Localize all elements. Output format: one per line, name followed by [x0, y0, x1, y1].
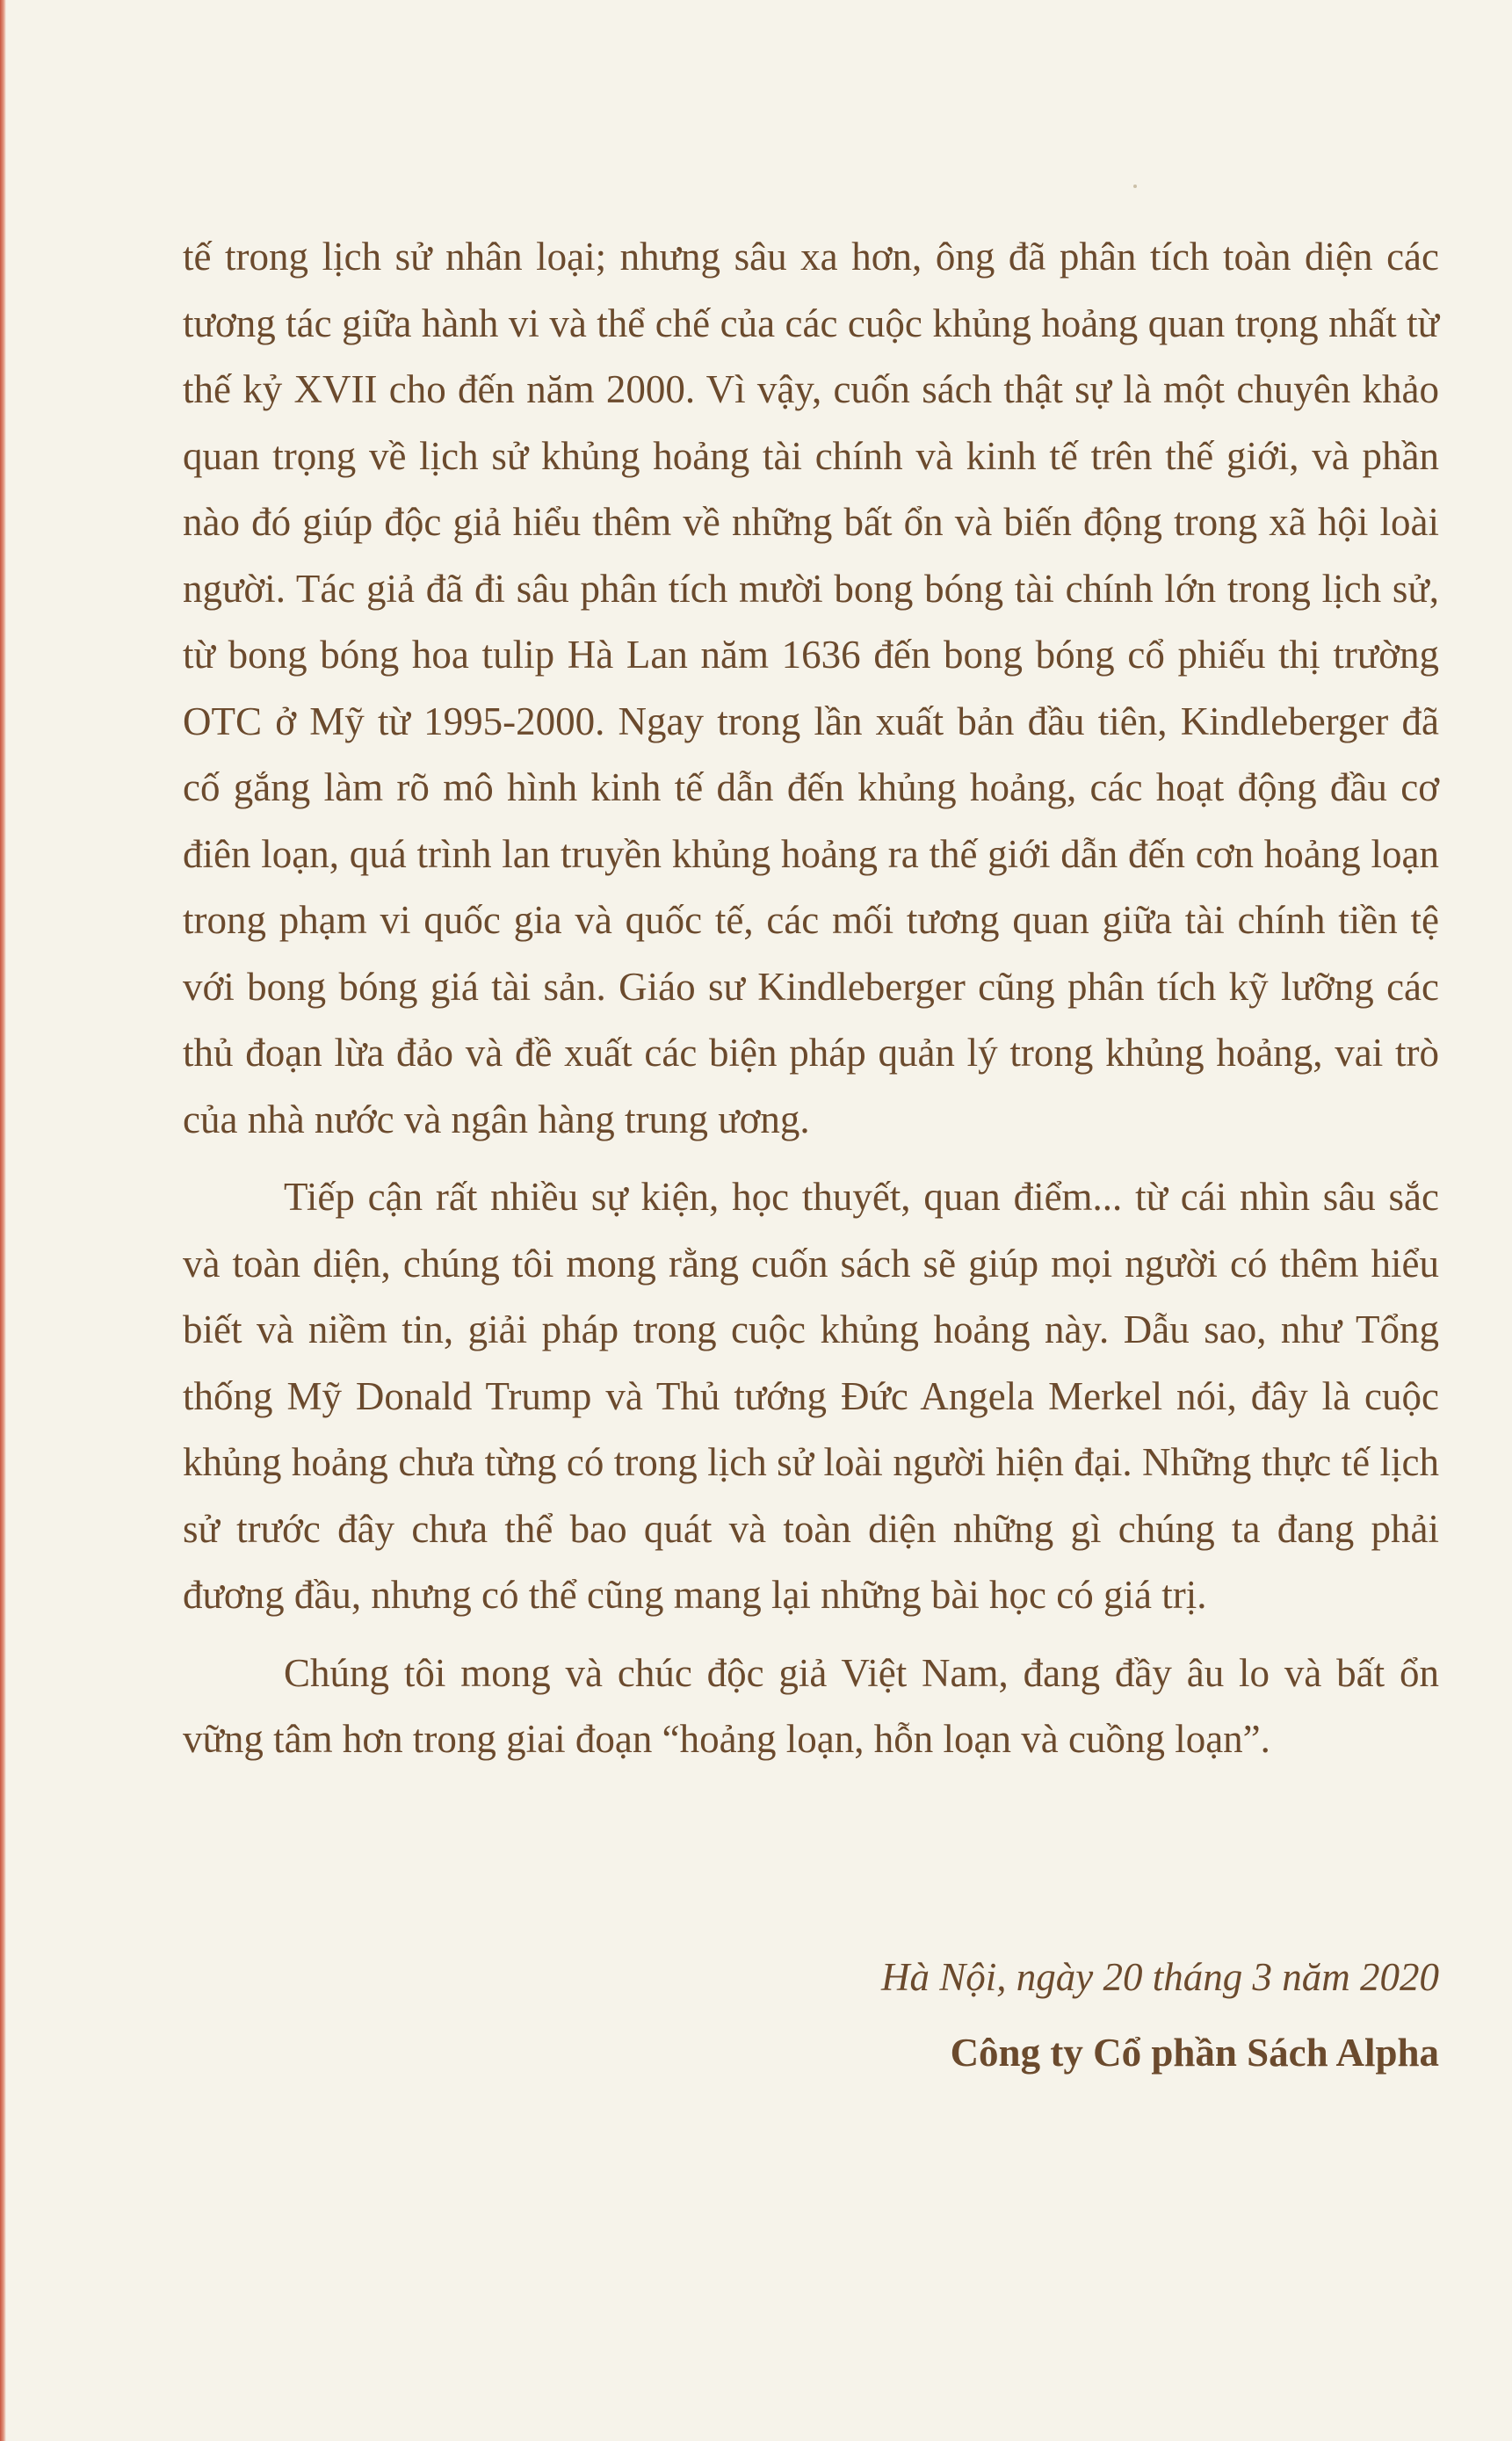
- paper-speck: [1133, 185, 1137, 188]
- body-paragraph-1: tế trong lịch sử nhân loại; nhưng sâu xa hơn, ông đã phân tích toàn diện các tương tác giữa hành vi và thể chế của các cuộc khủng hoảng quan trọng nhất từ thế kỷ XVII cho đến năm 2000. Vì vậy, cuốn sách thật sự là một chuyên khảo quan trọng về lịch sử khủng hoảng tài chính và kinh tế trên thế giới, và phần nào đó giúp độc giả hiểu thêm về những bất ổn và biến động trong xã hội loài người. Tác giả đã đi sâu phân tích mười bong bóng tài chính lớn trong lịch sử, từ bong bóng hoa tulip Hà Lan năm 1636 đến bong bóng cổ phiếu thị trường OTC ở Mỹ từ 1995-2000. Ngay trong lần xuất bản đầu tiên, Kindleberger đã cố gắng làm rõ mô hình kinh tế dẫn đến khủng hoảng, các hoạt động đầu cơ điên loạn, quá trình lan truyền khủng hoảng ra thế giới dẫn đến cơn hoảng loạn trong phạm vi quốc gia và quốc tế, các mối tương quan giữa tài chính tiền tệ với bong bóng giá tài sản. Giáo sư Kindleberger cũng phân tích kỹ lưỡng các thủ đoạn lừa đảo và đề xuất các biện pháp quản lý trong khủng hoảng, vai trò của nhà nước và ngân hàng trung ương.: [183, 235, 1439, 1141]
- signature-date: Hà Nội, ngày 20 tháng 3 năm 2020: [881, 1955, 1439, 1999]
- page-edge-decoration: [0, 0, 6, 2441]
- body-paragraph-2: Tiếp cận rất nhiều sự kiện, học thuyết, quan điểm... từ cái nhìn sâu sắc và toàn diện, chúng tôi mong rằng cuốn sách sẽ giúp mọi người có thêm hiểu biết và niềm tin, giải pháp trong cuộc khủng hoảng này. Dẫu sao, như Tổng thống Mỹ Donald Trump và Thủ tướng Đức Angela Merkel nói, đây là cuộc khủng hoảng chưa từng có trong lịch sử loài người hiện đại. Những thực tế lịch sử trước đây chưa thể bao quát và toàn diện những gì chúng ta đang phải đương đầu, nhưng có thể cũng mang lại những bài học có giá trị.: [183, 1175, 1439, 1617]
- signature-company: Công ty Cổ phần Sách Alpha: [950, 2031, 1439, 2075]
- signature-block: [881, 1951, 1439, 2079]
- body-paragraph-3: Chúng tôi mong và chúc độc giả Việt Nam, đang đầy âu lo và bất ổn vững tâm hơn trong giai đoạn “hoảng loạn, hỗn loạn và cuồng loạn”.: [183, 1650, 1439, 1761]
- document-page: [183, 224, 1439, 1773]
